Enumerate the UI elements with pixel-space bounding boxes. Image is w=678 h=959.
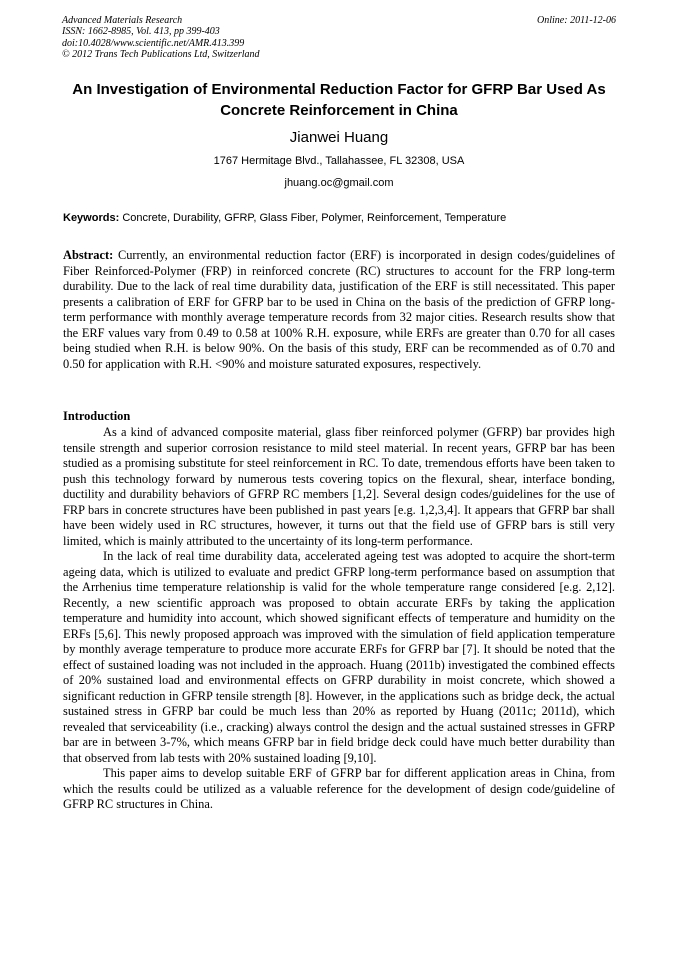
keywords-text: Concrete, Durability, GFRP, Glass Fiber, Polymer, Reinforcement, Temperature xyxy=(122,212,507,224)
online-date: Online: 2011-12-06 xyxy=(537,15,616,26)
author-email: jhuang.oc@gmail.com xyxy=(284,177,394,189)
abstract-text: Currently, an environmental reduction factor (ERF) is incorporated in design codes/guidelines of Fiber Reinforced-Polymer (FRP) in reinforced concrete (RC) structures to account for the FRP long-term durability. Due to the lack of real time durability data, justification of the ERF is still necessitated. This paper presents a calibration of ERF for GFRP bar to be used in China on the basis of the prediction of GFRP long-term performance with monthly average temperature records from 32 major cities. Research results show that the ERF values vary from 0.49 to 0.58 at 100% R.H. exposure, while ERFs are greater than 0.70 for all cases being studied when R.H. is below 90%. On the basis of this study, ERF can be recommended as of 0.70 and 0.50 for application with R.H. <90% and moisture saturated exposures, respectively. xyxy=(63,248,615,371)
keywords-line xyxy=(63,211,615,226)
abstract-label: Abstract: xyxy=(63,248,114,262)
journal-doi: doi:10.4028/www.scientific.net/AMR.413.399 xyxy=(62,37,245,49)
journal-header xyxy=(62,15,616,60)
section-heading-introduction: Introduction xyxy=(63,409,131,423)
author-name: Jianwei Huang xyxy=(289,129,389,146)
intro-paragraph: As a kind of advanced composite material, glass fiber reinforced polymer (GFRP) bar provides high tensile strength and superior corrosion resistance to mild steel material. In recent years, GFRP bar has been studied as a promising substitute for steel reinforcement in RC. To date, tremendous efforts have been taken to push this technology forward by numerous tests covering topics on the flexural, shear, interface bonding, ductility and durability behaviors of GFRP RC members [1,2]. Several design codes/guidelines for the use of FRP bars in concrete structures have been published in past years [e.g. 1,2,3,4]. It appears that GFRP bar shall have been widely used in RC structures, however, it turns out that the field use of GFRP bars is still very limited, which is mainly attributed to the uncertainty of its long-term performance. xyxy=(63,425,615,548)
journal-issn: ISSN: 1662-8985, Vol. 413, pp 399-403 xyxy=(62,26,220,38)
keywords-label: Keywords: xyxy=(63,212,120,224)
intro-paragraph: In the lack of real time durability data, accelerated ageing test was adopted to acquire the short-term ageing data, which is utilized to evaluate and predict GFRP long-term performance based on assumption that the Arrhenius time temperature relationship is valid for the whole temperature range considered [e.g. 2,12]. Recently, a new scientific approach was proposed to obtain accurate ERFs by taking the application temperature and humidity into account, which showed significant effects of temperature and humidity on the ERFs [5,6]. This newly proposed approach was improved with the simulation of field application temperature by monthly average temperature to produce more accurate ERFs for GFRP bar [7]. It should be noted that the effect of sustained loading was not included in the approach. Huang (2011b) investigated the combined effects of 20% sustained load and environmental effects on GFRP durability in moist concrete, which showed a significant reduction in GFRP tensile strength [8]. However, in the applications such as bridge deck, the actual sustained stress in GFRP bar could be much less than 20% as reported by Huang (2011c; 2011d), which revealed that serviceability (i.e., cracking) always control the design and the actual sustained stresses in GFRP bar are in between 3-7%, which means GFRP bar in field bridge deck could have much better durability than that observed from lab tests with 20% sustained loading [9,10]. xyxy=(63,549,615,765)
intro-paragraph: This paper aims to develop suitable ERF of GFRP bar for different application areas in China, from which the results could be utilized as a valuable reference for the development of design code/guideline of GFRP RC structures in China. xyxy=(63,766,615,811)
introduction-body xyxy=(63,425,615,813)
journal-copyright: © 2012 Trans Tech Publications Ltd, Switzerland xyxy=(62,48,260,60)
author-affiliation: 1767 Hermitage Blvd., Tallahassee, FL 32308, USA xyxy=(213,155,465,167)
journal-info xyxy=(62,15,616,60)
journal-name: Advanced Materials Research xyxy=(62,15,183,26)
abstract xyxy=(63,248,615,372)
paper-title: An Investigation of Environmental Reduction Factor for GFRP Bar Used As Concrete Reinforcement in China xyxy=(72,81,606,119)
